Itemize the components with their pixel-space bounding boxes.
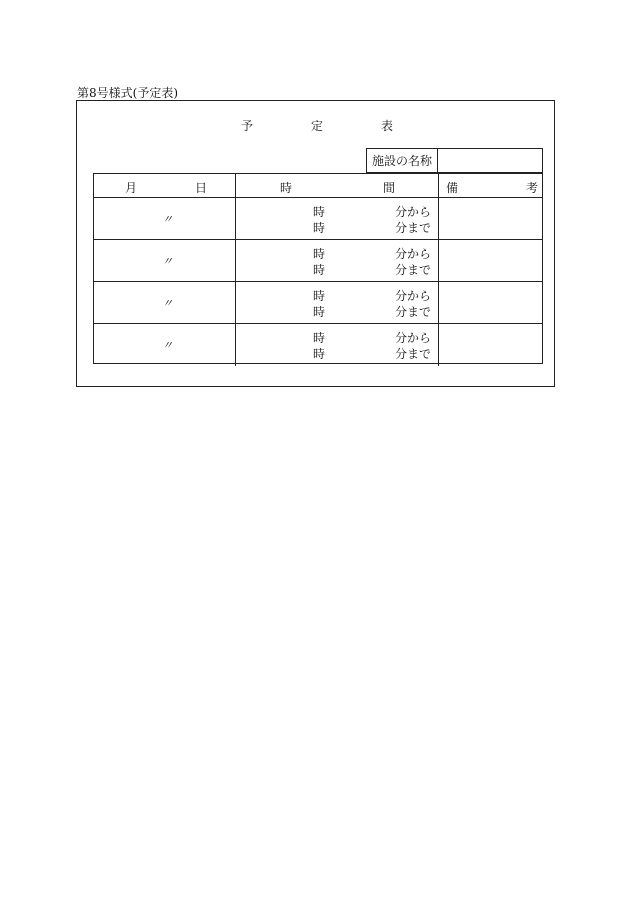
to-hour: 時 [313,263,326,277]
header-date-cell [94,174,236,197]
ditto-mark: 〃 [162,255,173,268]
table-header-row [94,174,542,198]
ditto-mark: 〃 [162,339,173,352]
to-hour: 時 [313,221,326,235]
notes-cell[interactable] [439,198,542,239]
to-hour: 時 [313,347,326,361]
date-cell[interactable] [94,282,236,323]
header-time-1: 時 [280,181,293,195]
from-hour: 時 [313,205,326,219]
title-char-1: 予 [241,119,254,133]
date-cell[interactable] [94,240,236,281]
to-minute: 分まで [395,305,432,319]
header-day: 日 [195,181,208,195]
from-minute: 分から [395,331,432,345]
header-time-cell [236,174,439,197]
time-cell[interactable] [236,198,439,239]
title-char-3: 表 [381,119,394,133]
date-cell[interactable] [94,324,236,366]
from-minute: 分から [395,289,432,303]
header-notes-2: 考 [526,181,539,195]
from-hour: 時 [313,331,326,345]
table-row [94,240,542,282]
title-char-2: 定 [311,119,324,133]
to-minute: 分まで [395,263,432,277]
to-minute: 分まで [395,347,432,361]
header-time-2: 間 [383,181,396,195]
facility-name-box [366,148,543,173]
ditto-mark: 〃 [162,213,173,226]
date-cell[interactable] [94,198,236,239]
time-cell[interactable] [236,240,439,281]
to-hour: 時 [313,305,326,319]
time-cell[interactable] [236,282,439,323]
form-title [0,117,630,135]
to-minute: 分まで [395,221,432,235]
notes-cell[interactable] [439,240,542,281]
form-label: 第8号様式(予定表) [77,86,178,100]
facility-name-label: 施設の名称 [367,149,438,172]
notes-cell[interactable] [439,324,542,366]
notes-cell[interactable] [439,282,542,323]
header-month: 月 [125,181,138,195]
table-row [94,282,542,324]
header-notes-1: 備 [446,181,459,195]
from-minute: 分から [395,247,432,261]
header-notes-cell [439,174,542,197]
schedule-table [93,173,543,364]
table-row [94,198,542,240]
ditto-mark: 〃 [162,297,173,310]
table-row [94,324,542,366]
from-hour: 時 [313,247,326,261]
facility-name-field[interactable] [438,149,542,172]
time-cell[interactable] [236,324,439,366]
from-minute: 分から [395,205,432,219]
from-hour: 時 [313,289,326,303]
